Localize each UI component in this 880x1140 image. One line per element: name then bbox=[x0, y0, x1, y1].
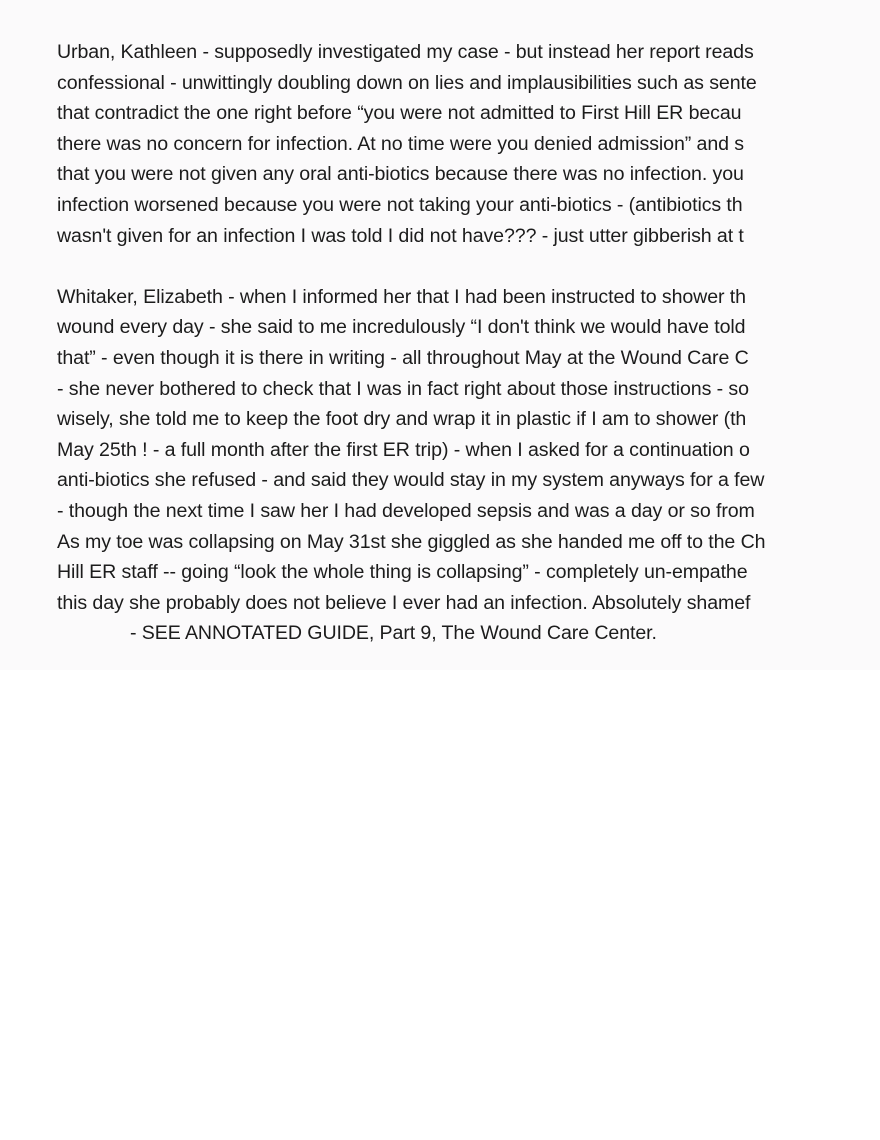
text-line: there was no concern for infection. At no time were you denied admission” and s bbox=[57, 132, 744, 155]
text-line: that” - even though it is there in writing - all throughout May at the Wound Care C bbox=[57, 346, 749, 369]
paragraph-whitaker bbox=[57, 282, 880, 649]
text-line: confessional - unwittingly doubling down on lies and implausibilities such as sente bbox=[57, 71, 757, 94]
text-line: Hill ER staff -- going “look the whole thing is collapsing” - completely un-empathe bbox=[57, 561, 748, 584]
document-body bbox=[57, 37, 880, 649]
text-line: As my toe was collapsing on May 31st she giggled as she handed me off to the Ch bbox=[57, 530, 766, 553]
text-line: that you were not given any oral anti-biotics because there was no infection. you bbox=[57, 163, 744, 186]
text-line: this day she probably does not believe I ever had an infection. Absolutely shamef bbox=[57, 591, 751, 614]
text-line: Urban, Kathleen - supposedly investigated my case - but instead her report reads bbox=[57, 41, 754, 63]
text-line: that contradict the one right before “you were not admitted to First Hill ER becau bbox=[57, 102, 742, 125]
text-line: wound every day - she said to me incredulously “I don't think we would have told bbox=[57, 316, 746, 339]
text-line: anti-biotics she refused - and said they would stay in my system anyways for a few bbox=[57, 469, 765, 492]
guide-reference: - SEE ANNOTATED GUIDE, Part 9, The Wound Care Center. bbox=[130, 622, 657, 645]
text-line: infection worsened because you were not taking your anti-biotics - (antibiotics th bbox=[57, 193, 743, 216]
paragraph-urban bbox=[57, 37, 880, 251]
text-line: wasn't given for an infection I was told I did not have??? - just utter gibberish at t bbox=[57, 224, 744, 247]
text-line: Whitaker, Elizabeth - when I informed her that I had been instructed to shower th bbox=[57, 285, 746, 308]
text-line: wisely, she told me to keep the foot dry and wrap it in plastic if I am to shower (th bbox=[57, 408, 747, 431]
text-line: May 25th ! - a full month after the first ER trip) - when I asked for a continuation o bbox=[57, 438, 750, 461]
text-line: - she never bothered to check that I was in fact right about those instructions - so bbox=[57, 377, 749, 400]
text-line: - though the next time I saw her I had developed sepsis and was a day or so from bbox=[57, 499, 755, 522]
